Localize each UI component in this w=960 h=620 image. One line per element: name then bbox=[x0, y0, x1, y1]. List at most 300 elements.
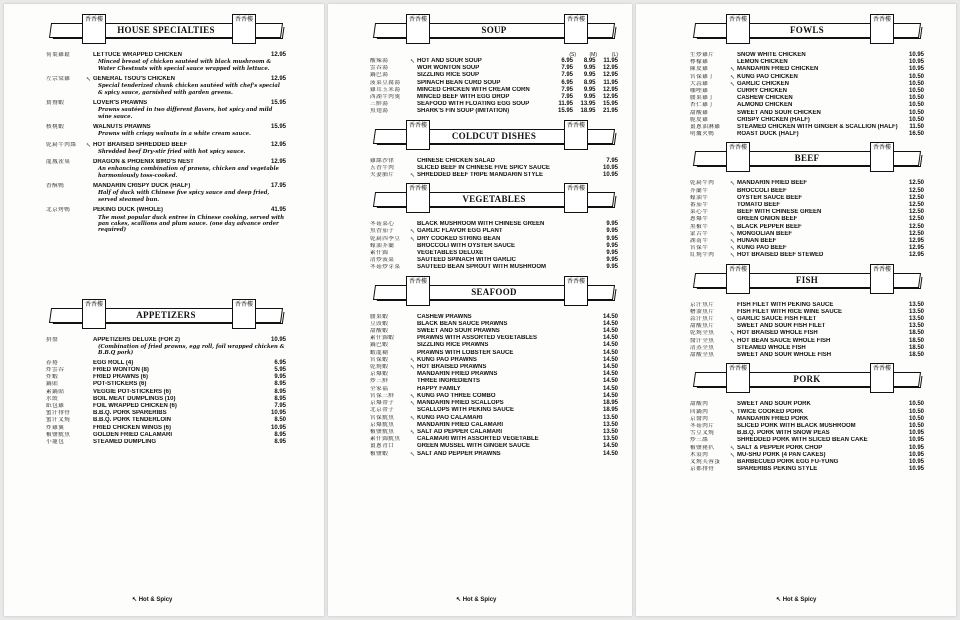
menu-item bbox=[690, 202, 924, 209]
item-name: LETTUCE WRAPPED CHICKEN bbox=[93, 52, 183, 58]
menu-item bbox=[370, 80, 618, 87]
item-name: HOT BRAISED WHOLE FISH bbox=[737, 330, 818, 337]
item-price: 8.95 bbox=[274, 431, 286, 438]
chili-icon: ↖ bbox=[730, 316, 736, 324]
section-header-house bbox=[46, 14, 286, 44]
fish-list bbox=[690, 302, 924, 360]
item-price: 13.50 bbox=[908, 323, 924, 330]
chinese-name: 三鮮湯 bbox=[370, 101, 389, 108]
item-name: STEAMED CHICKEN WITH GINGER & SCALLION (HALF) bbox=[737, 124, 898, 131]
chinese-name: 鍋巴湯 bbox=[370, 72, 389, 79]
item-price: 11.95 bbox=[603, 58, 618, 64]
chinese-name: 甜酸肉 bbox=[690, 401, 709, 408]
item-prices bbox=[552, 87, 618, 94]
chinese-name: 炸蝦 bbox=[46, 374, 59, 381]
item-price: 7.95 bbox=[606, 157, 618, 164]
emblem-right: 香香樓 bbox=[870, 264, 894, 294]
emblem-left: 香香樓 bbox=[726, 142, 750, 172]
item-price: 10.95 bbox=[270, 410, 286, 417]
item-price: 12.50 bbox=[908, 223, 924, 230]
item-price: 18.50 bbox=[908, 337, 924, 344]
chinese-name: 薑蔥青口 bbox=[370, 443, 395, 450]
chinese-name: 水餃 bbox=[46, 395, 59, 402]
item-price: 14.50 bbox=[602, 356, 618, 363]
menu-item bbox=[370, 101, 618, 108]
item-name: B.B.Q. PORK SPARERIBS bbox=[93, 410, 167, 417]
item-prices bbox=[552, 101, 618, 108]
emblem-left: 香香樓 bbox=[726, 264, 750, 294]
chinese-name: 紅燒牛肉 bbox=[690, 252, 715, 259]
menu-item bbox=[370, 65, 618, 72]
menu-item bbox=[370, 257, 618, 264]
item-name: POT-STICKERS (6) bbox=[93, 381, 147, 388]
chili-icon: ↖ bbox=[86, 76, 92, 84]
item-name: THREE INGREDIENTS bbox=[417, 378, 481, 385]
pork-list bbox=[690, 401, 924, 473]
item-prices bbox=[552, 94, 618, 101]
chinese-name: 蒜汁魚片 bbox=[690, 316, 715, 323]
section-title: SEAFOOD bbox=[468, 287, 520, 297]
emblem-left: 香香樓 bbox=[82, 14, 106, 44]
item-prices bbox=[552, 108, 618, 115]
chinese-name: 蠔油牛 bbox=[690, 194, 709, 201]
chinese-name: 京爆帶子 bbox=[370, 400, 395, 407]
menu-item bbox=[370, 172, 618, 179]
item-name: BLACK MUSHROOM WITH CHINESE GREEN bbox=[417, 221, 545, 228]
chinese-name: 豆豉蝦 bbox=[370, 320, 389, 327]
item-price: 5.95 bbox=[274, 366, 286, 373]
section-title: BEEF bbox=[792, 153, 823, 163]
chinese-name: 乾扁牛肉絲 bbox=[46, 141, 77, 148]
item-description: Prawns with crispy walnuts in a white cream sauce. bbox=[98, 131, 251, 138]
chinese-name: 紙包雞 bbox=[46, 402, 65, 409]
item-price: 10.95 bbox=[270, 424, 286, 431]
item-price: 6.95 bbox=[561, 79, 573, 86]
chili-icon: ↖ bbox=[730, 223, 736, 231]
emblem-right: 香香樓 bbox=[870, 142, 894, 172]
item-price: 15.95 bbox=[270, 100, 286, 107]
menu-item bbox=[46, 159, 286, 166]
item-price: 13.50 bbox=[908, 301, 924, 308]
menu-item bbox=[690, 352, 924, 359]
item-price: 14.50 bbox=[602, 320, 618, 327]
chinese-name: 咖哩雞 bbox=[690, 88, 709, 95]
menu-item bbox=[370, 350, 618, 357]
item-name: MANDARIN FRIED BEEF bbox=[737, 180, 807, 187]
chili-icon: ↖ bbox=[410, 450, 416, 458]
item-name: CALAMARI WITH ASSORTED VEGETABLE bbox=[417, 436, 539, 443]
item-name: BLACK PEPPER BEEF bbox=[737, 223, 802, 230]
item-price: 7.95 bbox=[561, 94, 573, 101]
menu-item bbox=[690, 338, 924, 345]
item-price: 10.95 bbox=[602, 164, 618, 171]
item-price: 13.50 bbox=[602, 428, 618, 435]
emblem-right: 香香樓 bbox=[232, 14, 256, 44]
chinese-name: 椒鹽蝦 bbox=[370, 450, 389, 457]
section-header-seafood bbox=[370, 276, 618, 306]
item-name: FISH FILET WITH PEKING SAUCE bbox=[737, 301, 834, 308]
menu-item bbox=[46, 337, 286, 344]
chinese-name: 清蒸全魚 bbox=[690, 344, 715, 351]
item-name: WOR WONTON SOUP bbox=[417, 65, 480, 72]
item-name: SALT AD PEPPER CALAMARI bbox=[417, 428, 503, 435]
chinese-name: 甜酸全魚 bbox=[690, 352, 715, 359]
menu-item bbox=[690, 416, 924, 423]
item-name: SAUTEED SPINACH WITH GARLIC bbox=[417, 257, 516, 264]
chinese-name: 夫妻肺片 bbox=[370, 172, 395, 179]
menu-item bbox=[690, 245, 924, 252]
menu-item bbox=[46, 396, 286, 403]
chinese-name: 乾扁四季豆 bbox=[370, 235, 401, 242]
chinese-name: 回鍋肉 bbox=[690, 408, 709, 415]
item-name: STEAMED WHOLE FISH bbox=[737, 344, 806, 351]
item-description: The most popular duck entree in Chinese cooking, served with pan cakes, scallions and plum sauce. (one day advance order required) bbox=[98, 214, 285, 234]
menu-item bbox=[690, 445, 924, 452]
chinese-name: 蜜汁排骨 bbox=[46, 410, 71, 417]
item-description: An enhancing combination of prawns, chicken and vegetable harmoniously toss-cooked. bbox=[98, 166, 279, 179]
item-price: 12.95 bbox=[908, 238, 924, 245]
item-name: SWEET AND SOUR CHICKEN bbox=[737, 109, 821, 116]
item-price: 10.50 bbox=[908, 109, 924, 116]
chili-icon: ↖ bbox=[410, 400, 416, 408]
item-price: 14.50 bbox=[602, 328, 618, 335]
item-name: SHREDDED PORK WITH SLICED BEAN CAKE bbox=[737, 437, 868, 444]
item-price: 12.50 bbox=[908, 230, 924, 237]
item-name: DRAGON & PHOENIX BIRD'S NEST bbox=[93, 159, 194, 166]
item-price: 10.50 bbox=[908, 408, 924, 415]
menu-item bbox=[46, 381, 286, 388]
section-header-beef bbox=[690, 142, 924, 172]
item-description: Half of duck with Chinese five spicy sauce and deep fried, served steamed bun. bbox=[98, 190, 270, 203]
menu-item bbox=[690, 88, 924, 95]
item-price: 14.50 bbox=[602, 450, 618, 457]
item-price: 10.50 bbox=[908, 116, 924, 123]
menu-item bbox=[370, 158, 618, 165]
item-price: 18.95 bbox=[602, 400, 618, 407]
item-name: B.B.Q. PORK WITH SNOW PEAS bbox=[737, 430, 830, 437]
menu-item bbox=[370, 87, 618, 94]
item-name: HOT AND SOUR SOUP bbox=[417, 58, 482, 64]
item-name: HUNAN BEEF bbox=[737, 238, 777, 245]
item-name: SLICED BEEF IN CHINESE FIVE SPICY SAUCE bbox=[417, 164, 550, 171]
menu-item bbox=[370, 335, 618, 342]
menu-item bbox=[690, 309, 924, 316]
item-name: SCALLOPS WITH PEKING SAUCE bbox=[417, 407, 515, 414]
column-left bbox=[46, 14, 286, 446]
menu-item bbox=[690, 423, 924, 430]
chili-icon: ↖ bbox=[410, 58, 416, 65]
item-price: 9.95 bbox=[583, 65, 596, 72]
emblem-left: 香香樓 bbox=[406, 276, 430, 306]
item-price: 14.50 bbox=[602, 371, 618, 378]
chinese-name: 芥蘭牛 bbox=[690, 187, 709, 194]
chinese-name: 菜心牛 bbox=[690, 209, 709, 216]
item-price: 13.50 bbox=[602, 421, 618, 428]
chinese-name: 脆皮雞 bbox=[690, 116, 709, 123]
emblem-right: 香香樓 bbox=[564, 14, 588, 44]
menu-item bbox=[370, 243, 618, 250]
menu-item bbox=[370, 357, 618, 364]
item-description: Minced breast of chicken sautéed with black mushroom & Water Chestnuts with special sauce wrapped with lettuce. bbox=[98, 59, 272, 72]
menu-item bbox=[370, 400, 618, 407]
item-price: 14.50 bbox=[602, 335, 618, 342]
item-price: 41.95 bbox=[270, 207, 286, 214]
menu-item bbox=[690, 209, 924, 216]
chinese-name: 宮保雞丁 bbox=[690, 73, 715, 80]
item-price: 13.50 bbox=[602, 414, 618, 421]
menu-item bbox=[690, 131, 924, 138]
menu-item bbox=[46, 183, 286, 190]
menu-item bbox=[690, 323, 924, 330]
item-price: 14.50 bbox=[602, 385, 618, 392]
item-price: 10.50 bbox=[908, 401, 924, 408]
menu-item bbox=[370, 94, 618, 101]
item-price: 9.95 bbox=[606, 250, 618, 257]
chinese-name: 荷葉雞鬆 bbox=[46, 52, 71, 58]
item-price: 12.95 bbox=[270, 76, 286, 83]
menu-item bbox=[370, 429, 618, 436]
item-name: SHARK'S FIN SOUP (IMITATION) bbox=[417, 108, 510, 115]
item-description: Special tenderized chunk chicken sautéed with chef's special & spicy sauce, garnished with garden greens. bbox=[98, 83, 280, 96]
item-name: MANDARIN FRIED CHICKEN bbox=[737, 66, 819, 73]
item-price: 18.50 bbox=[908, 330, 924, 337]
item-name: BEEF WITH CHINESE GREEN bbox=[737, 209, 822, 216]
item-price: 8.95 bbox=[274, 388, 286, 395]
menu-item bbox=[370, 72, 618, 79]
item-name: B.B.Q. PORK TENDERLOIN bbox=[93, 417, 172, 424]
item-price: 10.50 bbox=[908, 415, 924, 422]
chili-icon: ↖ bbox=[132, 597, 138, 603]
item-name: SAUTEED BEAN SPROUT WITH MUSHROOM bbox=[417, 264, 546, 271]
chinese-name: 椒鹽魷魚 bbox=[370, 428, 395, 435]
item-price: 8.95 bbox=[274, 395, 286, 402]
item-name: LOVER'S PRAWNS bbox=[93, 100, 148, 107]
item-name: BARBECUED PORK EGG FU-YUNG bbox=[737, 458, 839, 465]
item-name: GREEN ONION BEEF bbox=[737, 216, 798, 223]
item-price: 11.95 bbox=[558, 101, 573, 108]
menu-item bbox=[46, 360, 286, 367]
chinese-name: 鴛鴦蝦 bbox=[46, 100, 65, 107]
menu-item bbox=[690, 66, 924, 73]
chinese-name: 杏仁雞丁 bbox=[690, 102, 715, 109]
menu-item bbox=[370, 165, 618, 172]
menu-item bbox=[370, 415, 618, 422]
menu-item bbox=[370, 342, 618, 349]
chinese-name: 宮保三鮮 bbox=[370, 392, 395, 399]
item-price: 10.50 bbox=[908, 80, 924, 87]
emblem-left: 香香樓 bbox=[726, 14, 750, 44]
item-name: SWEET AND SOUR PORK bbox=[737, 401, 811, 408]
item-name: PEKING DUCK (WHOLE) bbox=[93, 207, 163, 214]
chinese-name: 炸雞翼 bbox=[46, 424, 65, 431]
section-header-appetizers bbox=[46, 299, 286, 329]
column-right bbox=[690, 14, 924, 473]
item-price: 9.95 bbox=[606, 242, 618, 249]
menu-item bbox=[690, 231, 924, 238]
emblem-right: 香香樓 bbox=[564, 183, 588, 213]
item-price: 14.50 bbox=[602, 342, 618, 349]
chinese-name: 腰果蝦 bbox=[370, 313, 389, 320]
chinese-name: 椒鹽魷魚 bbox=[46, 431, 71, 438]
item-name: FRIED PRAWNS (6) bbox=[93, 374, 149, 381]
fowls-list bbox=[690, 52, 924, 138]
chinese-name: 薑蔥油淋雞 bbox=[690, 124, 721, 131]
item-price: 12.95 bbox=[270, 141, 286, 148]
menu-item bbox=[46, 410, 286, 417]
item-price: 10.95 bbox=[908, 430, 924, 437]
soup-list bbox=[370, 58, 618, 116]
item-name: KUNG PAO PRAWNS bbox=[417, 356, 477, 363]
section-title: COLDCUT DISHES bbox=[449, 131, 539, 141]
item-prices bbox=[552, 65, 618, 72]
item-name: BOIL MEAT DUMPLINGS (10) bbox=[93, 395, 176, 402]
menu-item bbox=[690, 180, 924, 187]
item-price: 9.95 bbox=[606, 221, 618, 228]
house-list bbox=[46, 52, 286, 234]
item-price: 9.95 bbox=[583, 94, 596, 101]
item-name: SWEET AND SOUR PRAWNS bbox=[417, 328, 500, 335]
item-price: 8.50 bbox=[274, 417, 286, 424]
menu-item bbox=[370, 250, 618, 257]
item-name: CRISPY CHICKEN (HALF) bbox=[737, 116, 810, 123]
menu-item bbox=[690, 401, 924, 408]
chinese-name: 炒三絲 bbox=[690, 437, 709, 444]
item-price: 12.95 bbox=[602, 86, 618, 93]
item-name: CURRY CHICKEN bbox=[737, 88, 788, 95]
menu-item bbox=[370, 378, 618, 385]
chinese-name: 甜酸蝦 bbox=[370, 328, 389, 335]
item-price: 8.95 bbox=[274, 438, 286, 445]
chinese-name: 春捲 bbox=[46, 359, 59, 366]
item-price: 10.95 bbox=[908, 59, 924, 66]
item-price: 13.50 bbox=[602, 436, 618, 443]
chinese-name: 素鍋貼 bbox=[46, 388, 65, 395]
menu-item bbox=[690, 59, 924, 66]
chinese-name: 鍋貼 bbox=[46, 381, 59, 388]
section-header-pork bbox=[690, 363, 924, 393]
item-price: 12.95 bbox=[908, 245, 924, 252]
item-name: EGG ROLL (4) bbox=[93, 359, 134, 366]
emblem-right: 香香樓 bbox=[232, 299, 256, 329]
chinese-name: 核桃蝦 bbox=[46, 124, 65, 131]
menu-item bbox=[370, 371, 618, 378]
item-name: GOLDEN FRIED CALAMARI bbox=[93, 431, 172, 438]
chinese-name: 菠菜豆腐湯 bbox=[370, 79, 401, 86]
item-name: STEAMED DUMPLING bbox=[93, 438, 156, 445]
menu-item bbox=[370, 321, 618, 328]
item-name: MANDARIN FRIED PORK bbox=[737, 415, 809, 422]
menu-item bbox=[690, 409, 924, 416]
menu-item bbox=[370, 228, 618, 235]
item-name: TOMATO BEEF bbox=[737, 202, 781, 209]
chili-icon: ↖ bbox=[410, 428, 416, 436]
item-price: 11.95 bbox=[603, 79, 618, 86]
chinese-name: 炸雲吞 bbox=[46, 366, 65, 373]
chili-icon: ↖ bbox=[730, 252, 736, 260]
item-name: PRAWNS WITH ASSORTED VEGETABLES bbox=[417, 335, 538, 342]
item-name: SALT AND PEPPER PRAWNS bbox=[417, 450, 501, 457]
item-name: GARLIC CHICKEN bbox=[737, 80, 789, 87]
item-prices bbox=[552, 72, 618, 79]
footer-hot-spicy-middle: ↖ Hot & Spicy bbox=[456, 597, 497, 603]
item-price: 15.95 bbox=[557, 108, 573, 115]
chinese-name: 京都排骨 bbox=[690, 466, 715, 473]
item-price: 18.95 bbox=[602, 407, 618, 414]
item-price: 10.95 bbox=[908, 52, 924, 58]
item-name: MANDARIN FRIED CALAMARI bbox=[417, 421, 503, 428]
beef-list bbox=[690, 180, 924, 259]
item-price: 10.95 bbox=[908, 444, 924, 451]
item-name: KUNG PAO CALAMARI bbox=[417, 414, 483, 421]
chinese-name: 宮保魷魚 bbox=[370, 414, 395, 421]
chinese-name: 大蒜雞 bbox=[690, 80, 709, 87]
menu-item bbox=[690, 330, 924, 337]
item-price: 18.95 bbox=[580, 108, 596, 115]
chinese-name: 雪豆叉燒 bbox=[690, 430, 715, 437]
chinese-name: 小籠包 bbox=[46, 438, 65, 445]
item-name: VEGGIE POT-STICKERS (6) bbox=[93, 388, 172, 395]
menu-item bbox=[46, 207, 286, 214]
section-title: FOWLS bbox=[787, 25, 827, 35]
chinese-name: 乾扁牛肉 bbox=[690, 180, 715, 187]
menu-item bbox=[690, 95, 924, 102]
chili-icon: ↖ bbox=[730, 444, 736, 452]
item-name: LEMON CHICKEN bbox=[737, 59, 788, 66]
menu-item bbox=[690, 81, 924, 88]
item-price: 6.95 bbox=[561, 58, 573, 64]
section-title: HOUSE SPECIALTIES bbox=[114, 25, 218, 35]
menu-item bbox=[690, 216, 924, 223]
item-price: 17.95 bbox=[270, 183, 286, 190]
item-price: 9.95 bbox=[606, 257, 618, 264]
item-description: Prawns sautéed in two different flavors, hot spicy and mild wine sauce. bbox=[98, 107, 273, 120]
menu-item bbox=[370, 436, 618, 443]
chinese-name: 清炒菠菜 bbox=[370, 257, 395, 264]
menu-item bbox=[690, 316, 924, 323]
menu-item bbox=[690, 102, 924, 109]
section-title: SOUP bbox=[478, 25, 509, 35]
chinese-name: 素什錦蝦 bbox=[370, 335, 395, 342]
item-name: KUNG PAO THREE COMBO bbox=[417, 392, 496, 399]
item-name: SWEET AND SOUR FISH FILET bbox=[737, 323, 826, 330]
menu-item bbox=[690, 195, 924, 202]
appetizers-list bbox=[46, 337, 286, 446]
menu-item bbox=[370, 422, 618, 429]
menu-item bbox=[370, 407, 618, 414]
chinese-name: 乾燒全魚 bbox=[690, 330, 715, 337]
menu-item bbox=[690, 452, 924, 459]
chili-icon: ↖ bbox=[410, 172, 416, 180]
item-name: SIZZLING RICE SOUP bbox=[417, 72, 480, 79]
menu-item bbox=[370, 451, 618, 458]
chinese-name: 鍋巴蝦 bbox=[370, 342, 389, 349]
chili-icon: ↖ bbox=[410, 235, 416, 243]
item-name: ROAST DUCK (HALF) bbox=[737, 131, 799, 138]
item-price: 12.95 bbox=[602, 94, 618, 101]
menu-item bbox=[370, 314, 618, 321]
item-description: Shredded beef Dry-stir fried with hot spicy sauce. bbox=[98, 148, 246, 155]
chinese-name: 拼盤 bbox=[46, 336, 59, 343]
menu-item bbox=[690, 74, 924, 81]
item-price: 6.95 bbox=[274, 359, 286, 366]
section-title: PORK bbox=[790, 374, 823, 384]
menu-item bbox=[46, 389, 286, 396]
chinese-name: 糟溜魚片 bbox=[690, 308, 715, 315]
chinese-name: 龍鳳雀巢 bbox=[46, 159, 71, 166]
item-price: 9.95 bbox=[606, 228, 618, 235]
item-price: 12.50 bbox=[908, 209, 924, 216]
chinese-name: 京爆蝦 bbox=[370, 371, 389, 378]
